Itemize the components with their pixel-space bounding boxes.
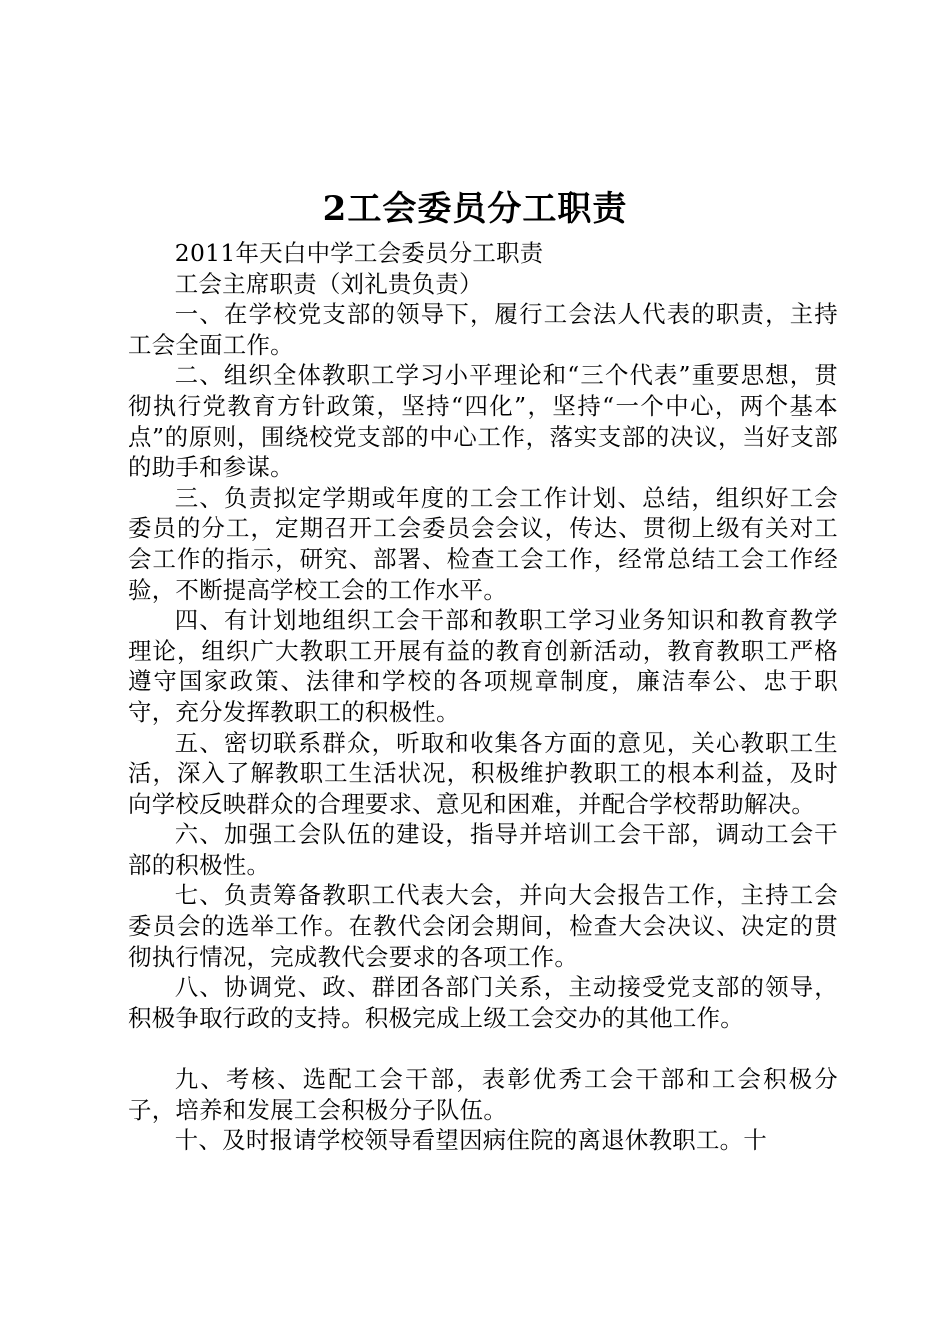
duty-item-5: 五、密切联系群众，听取和收集各方面的意见，关心教职工生活，深入了解教职工生活状况，积极维护教职工的根本利益，及时向学校反映群众的合理要求、意见和困难，并配合学校帮助解决。: [128, 728, 838, 818]
duty-item-10: 十、及时报请学校领导看望因病住院的离退休教职工。十: [174, 1126, 768, 1155]
subtitle-paragraph: 2011年天白中学工会委员分工职责: [174, 239, 544, 267]
document-title: 2工会委员分工职责: [322, 189, 628, 229]
duty-item-3: 三、负责拟定学期或年度的工会工作计划、总结，组织好工会委员的分工，定期召开工会委员会会议，传达、贯彻上级有关对工会工作的指示，研究、部署、检查工会工作，经常总结工会工作经验，不断提高学校工会的工作水平。: [128, 483, 838, 604]
document-body: [128, 238, 838, 1156]
duty-item-7: 七、负责筹备教职工代表大会，并向大会报告工作，主持工会委员会的选举工作。在教代会闭会期间，检查大会决议、决定的贯彻执行情况，完成教代会要求的各项工作。: [128, 881, 838, 971]
duty-item-6: 六、加强工会队伍的建设，指导并培训工会干部，调动工会干部的积极性。: [128, 820, 838, 879]
section-heading: 工会主席职责（刘礼贵负责）: [174, 269, 483, 298]
duty-item-1: 一、在学校党支部的领导下，履行工会法人代表的职责，主持工会全面工作。: [128, 300, 838, 359]
duty-item-9: 九、考核、选配工会干部，表彰优秀工会干部和工会积极分子，培养和发展工会积极分子队伍。: [128, 1065, 838, 1124]
duty-item-2: 二、组织全体教职工学习小平理论和“三个代表”重要思想，贯彻执行党教育方针政策，坚持“四化”，坚持“一个中心，两个基本点”的原则，围绕校党支部的中心工作，落实支部的决议，当好支部的助手和参谋。: [128, 361, 838, 482]
duty-item-8: 八、协调党、政、群团各部门关系，主动接受党支部的领导，积极争取行政的支持。积极完成上级工会交办的其他工作。: [128, 973, 838, 1032]
duty-item-4: 四、有计划地组织工会干部和教职工学习业务知识和教育教学理论，组织广大教职工开展有益的教育创新活动，教育教职工严格遵守国家政策、法律和学校的各项规章制度，廉洁奉公、忠于职守，充分发挥教职工的积极性。: [128, 606, 838, 726]
